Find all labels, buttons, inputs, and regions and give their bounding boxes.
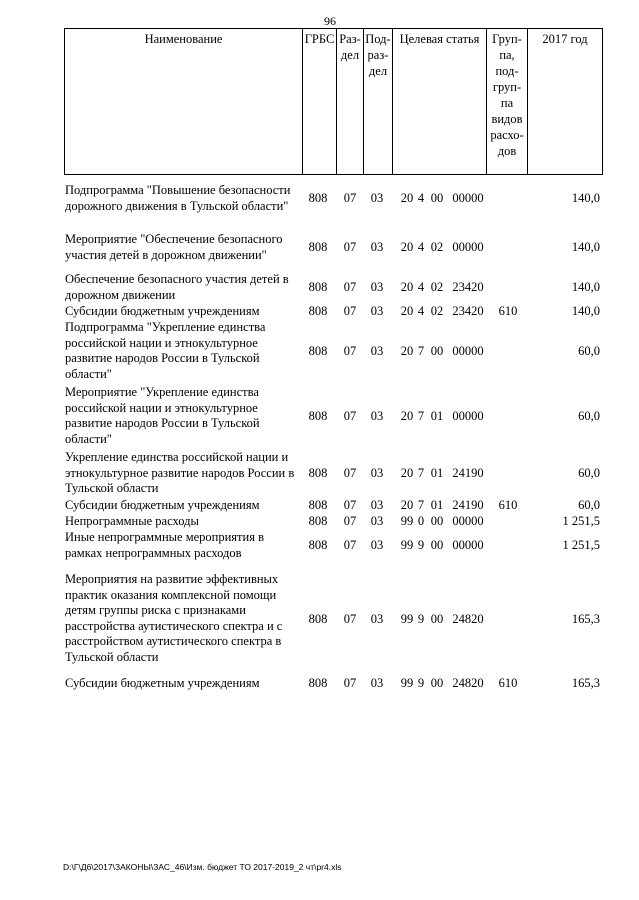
header-podrazdel: Под- раз- дел <box>365 32 391 78</box>
row-amount: 60,0 <box>578 498 600 512</box>
row-cs3: 01 <box>430 498 444 512</box>
row-grbs: 808 <box>308 280 328 294</box>
row-podrazdel: 03 <box>370 466 384 480</box>
row-cs4: 00000 <box>452 409 484 423</box>
row-amount: 165,3 <box>571 612 600 626</box>
row-cs4: 24190 <box>452 466 484 480</box>
row-name: Непрограммные расходы <box>65 514 199 528</box>
row-podrazdel: 03 <box>370 514 384 528</box>
row-grbs: 808 <box>308 240 328 254</box>
row-cs3: 00 <box>430 612 444 626</box>
row-group: 610 <box>498 498 518 512</box>
row-cs1: 20 <box>400 466 414 480</box>
row-cs3: 02 <box>430 240 444 254</box>
row-cs3: 01 <box>430 409 444 423</box>
row-podrazdel: 03 <box>370 409 384 423</box>
row-podrazdel: 03 <box>370 498 384 512</box>
row-cs4: 00000 <box>452 344 484 358</box>
row-razdel: 07 <box>343 409 357 423</box>
row-cs4: 23420 <box>452 280 484 294</box>
header-year: 2017 год <box>542 32 588 46</box>
header-name: Наименование <box>144 32 223 46</box>
row-cs3: 00 <box>430 514 444 528</box>
row-cs2: 7 <box>417 466 425 480</box>
row-name: Мероприятия на развитие эффективных практик оказания комплексной помощи детям группы риска с признаками расстройства аутистического спектра и с расстройством аутистического спектра в Тульской области <box>65 572 283 664</box>
row-cs1: 20 <box>400 191 414 205</box>
row-grbs: 808 <box>308 466 328 480</box>
row-razdel: 07 <box>343 344 357 358</box>
row-cs4: 00000 <box>452 240 484 254</box>
row-cs1: 20 <box>400 304 414 318</box>
row-cs3: 00 <box>430 191 444 205</box>
row-cs2: 7 <box>417 498 425 512</box>
row-cs4: 00000 <box>452 538 484 552</box>
row-grbs: 808 <box>308 538 328 552</box>
row-cs2: 4 <box>417 240 425 254</box>
row-cs3: 02 <box>430 304 444 318</box>
row-amount: 140,0 <box>571 191 600 205</box>
row-group: 610 <box>498 304 518 318</box>
row-name: Субсидии бюджетным учреждениям <box>65 676 260 690</box>
row-amount: 165,3 <box>571 676 600 690</box>
row-razdel: 07 <box>343 191 357 205</box>
row-cs1: 20 <box>400 280 414 294</box>
row-razdel: 07 <box>343 304 357 318</box>
row-amount: 140,0 <box>571 280 600 294</box>
row-cs2: 9 <box>417 538 425 552</box>
row-amount: 1 251,5 <box>562 514 600 528</box>
row-razdel: 07 <box>343 514 357 528</box>
row-name: Субсидии бюджетным учреждениям <box>65 498 260 512</box>
row-razdel: 07 <box>343 466 357 480</box>
row-name: Мероприятие "Укрепление единства российской нации и этнокультурное развитие народов России в Тульской области" <box>65 385 260 446</box>
row-amount: 60,0 <box>578 409 600 423</box>
file-path-footer: D:\Г\Д6\2017\ЗАКОНЫ\ЗАС_46\Изм. бюджет ТО 2017-2019_2 чт\pr4.xls <box>63 862 342 872</box>
row-group: 610 <box>498 676 518 690</box>
row-cs3: 00 <box>430 676 444 690</box>
row-grbs: 808 <box>308 676 328 690</box>
row-cs1: 99 <box>400 538 414 552</box>
row-razdel: 07 <box>343 676 357 690</box>
row-podrazdel: 03 <box>370 304 384 318</box>
row-razdel: 07 <box>343 280 357 294</box>
row-grbs: 808 <box>308 514 328 528</box>
row-grbs: 808 <box>308 191 328 205</box>
row-cs1: 99 <box>400 612 414 626</box>
row-amount: 60,0 <box>578 344 600 358</box>
row-cs1: 20 <box>400 240 414 254</box>
row-cs1: 20 <box>400 344 414 358</box>
row-podrazdel: 03 <box>370 191 384 205</box>
row-cs2: 7 <box>417 344 425 358</box>
row-cs2: 4 <box>417 191 425 205</box>
row-cs1: 99 <box>400 514 414 528</box>
row-razdel: 07 <box>343 240 357 254</box>
row-amount: 140,0 <box>571 304 600 318</box>
row-cs4: 24820 <box>452 612 484 626</box>
header-grbs: ГРБС <box>304 32 335 46</box>
row-name: Подпрограмма "Укрепление единства российской нации и этнокультурное развитие народов России в Тульской области" <box>65 320 266 381</box>
row-podrazdel: 03 <box>370 240 384 254</box>
row-podrazdel: 03 <box>370 612 384 626</box>
row-name: Иные непрограммные мероприятия в рамках непрограммных расходов <box>65 530 264 560</box>
row-cs4: 24190 <box>452 498 484 512</box>
row-cs2: 4 <box>417 304 425 318</box>
row-cs2: 4 <box>417 280 425 294</box>
row-cs2: 9 <box>417 676 425 690</box>
row-razdel: 07 <box>343 538 357 552</box>
row-cs2: 7 <box>417 409 425 423</box>
row-cs4: 00000 <box>452 514 484 528</box>
row-cs4: 23420 <box>452 304 484 318</box>
row-podrazdel: 03 <box>370 538 384 552</box>
row-name: Укрепление единства российской нации и этнокультурное развитие народов России в Тульской области <box>65 450 295 495</box>
row-name: Обеспечение безопасного участия детей в дорожном движении <box>65 272 289 302</box>
row-cs1: 99 <box>400 676 414 690</box>
row-cs2: 9 <box>417 612 425 626</box>
row-podrazdel: 03 <box>370 344 384 358</box>
header-group: Груп- па, под- груп- па видов расхо- дов <box>490 32 524 158</box>
row-cs1: 20 <box>400 409 414 423</box>
table-header <box>64 28 603 175</box>
header-razdel: Раз- дел <box>339 32 361 62</box>
row-name: Субсидии бюджетным учреждениям <box>65 304 260 318</box>
row-grbs: 808 <box>308 344 328 358</box>
header-target-article: Целевая статья <box>399 32 480 46</box>
row-name: Мероприятие "Обеспечение безопасного участия детей в дорожном движении" <box>65 232 283 262</box>
row-razdel: 07 <box>343 612 357 626</box>
page-number: 96 <box>324 14 336 28</box>
row-razdel: 07 <box>343 498 357 512</box>
row-podrazdel: 03 <box>370 280 384 294</box>
row-amount: 140,0 <box>571 240 600 254</box>
row-name: Подпрограмма "Повышение безопасности дорожного движения в Тульской области" <box>65 183 291 213</box>
row-cs4: 00000 <box>452 191 484 205</box>
row-cs3: 00 <box>430 538 444 552</box>
row-cs3: 00 <box>430 344 444 358</box>
row-cs3: 02 <box>430 280 444 294</box>
row-amount: 60,0 <box>578 466 600 480</box>
row-cs4: 24820 <box>452 676 484 690</box>
row-amount: 1 251,5 <box>562 538 600 552</box>
row-grbs: 808 <box>308 612 328 626</box>
row-grbs: 808 <box>308 498 328 512</box>
row-grbs: 808 <box>308 304 328 318</box>
row-cs2: 0 <box>417 514 425 528</box>
row-grbs: 808 <box>308 409 328 423</box>
row-cs3: 01 <box>430 466 444 480</box>
row-cs1: 20 <box>400 498 414 512</box>
row-podrazdel: 03 <box>370 676 384 690</box>
